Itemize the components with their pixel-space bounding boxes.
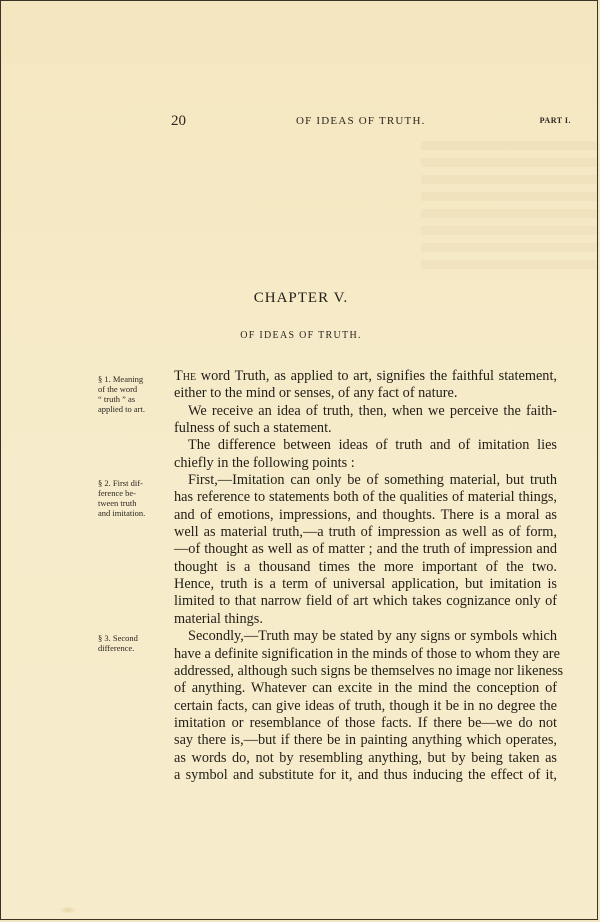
sidenote-line: applied to art. bbox=[98, 404, 145, 414]
text-line: as words do, not by resembling anything, but by being taken as bbox=[174, 749, 557, 766]
sidenote-line: tween truth bbox=[98, 498, 137, 508]
text-line: and of emotions, impressions, and thoughts. There is a moral as bbox=[174, 506, 557, 523]
chapter-title: CHAPTER V. bbox=[253, 290, 349, 306]
drop-word: The bbox=[174, 368, 197, 384]
text-line: Hence, truth is a term of universal application, but imitation is bbox=[174, 576, 557, 593]
sidenote-line: § 1. Meaning bbox=[98, 374, 144, 384]
text-line: has reference to statements both of the qualities of material things, bbox=[174, 489, 557, 506]
text-line: addressed, although such signs be themselves no image nor likeness bbox=[174, 662, 564, 679]
chapter-subtitle: OF IDEAS OF TRUTH. bbox=[240, 330, 362, 341]
paper-stain bbox=[59, 906, 77, 914]
sidenote-section-2 bbox=[98, 478, 168, 518]
part-label: PART I. bbox=[539, 116, 571, 125]
text-line: say there is,—but if there be in painting anything which operates, bbox=[174, 732, 557, 749]
show-through-text bbox=[421, 141, 598, 271]
sidenote-line: difference. bbox=[98, 643, 135, 653]
sidenote-line: of the word bbox=[98, 384, 138, 394]
text-line: of anything. Whatever can excite in the mind the conception of bbox=[174, 680, 557, 697]
text-line: have a definite signification in the minds of those to whom they are bbox=[174, 645, 560, 662]
text-line: material things. bbox=[174, 610, 263, 627]
text-line: a symbol and substitute for it, and thus inducing the effect of it, bbox=[174, 766, 557, 783]
text-line: either to the mind or senses, of any fact of nature. bbox=[174, 385, 458, 402]
sidenote-line: § 2. First dif- bbox=[98, 478, 143, 488]
text-line: The word Truth, as applied to art, signifies the faithful statement, bbox=[174, 368, 557, 384]
running-title: OF IDEAS OF TRUTH. bbox=[296, 115, 426, 127]
text-line: certain facts, can give ideas of truth, though it be in no degree the bbox=[174, 697, 557, 714]
text-line: chiefly in the following points : bbox=[174, 454, 355, 471]
sidenote-section-1 bbox=[98, 374, 168, 414]
text-line: fulness of such a statement. bbox=[174, 420, 332, 437]
text-line: imitation or resemblance of those facts. If there be—we do not bbox=[174, 714, 557, 731]
text-line: We receive an idea of truth, then, when we perceive the faith- bbox=[188, 402, 557, 419]
body-text bbox=[174, 368, 564, 784]
text-line: well as material truth,—a truth of impression as well as of form, bbox=[174, 524, 557, 541]
sidenote-line: “ truth ” as bbox=[98, 394, 136, 404]
text-line: limited to that narrow field of art which takes cognizance only of bbox=[174, 593, 557, 610]
page-number: 20 bbox=[171, 113, 186, 129]
running-head bbox=[171, 113, 571, 129]
sidenote-line: ference be- bbox=[98, 488, 136, 498]
sidenote-line: § 3. Second bbox=[98, 633, 138, 643]
text-line: Secondly,—Truth may be stated by any signs or symbols which bbox=[188, 628, 557, 645]
text-line: The difference between ideas of truth and of imitation lies bbox=[188, 437, 557, 454]
text-line: —of thought as well as of matter ; and the truth of impression and bbox=[174, 541, 557, 558]
sidenote-line: and imitation. bbox=[98, 508, 146, 518]
sidenote-section-3 bbox=[98, 633, 168, 653]
text-line: thought is a thousand times the more important of the two. bbox=[174, 558, 557, 575]
text-line: First,—Imitation can only be of something material, but truth bbox=[188, 472, 557, 489]
